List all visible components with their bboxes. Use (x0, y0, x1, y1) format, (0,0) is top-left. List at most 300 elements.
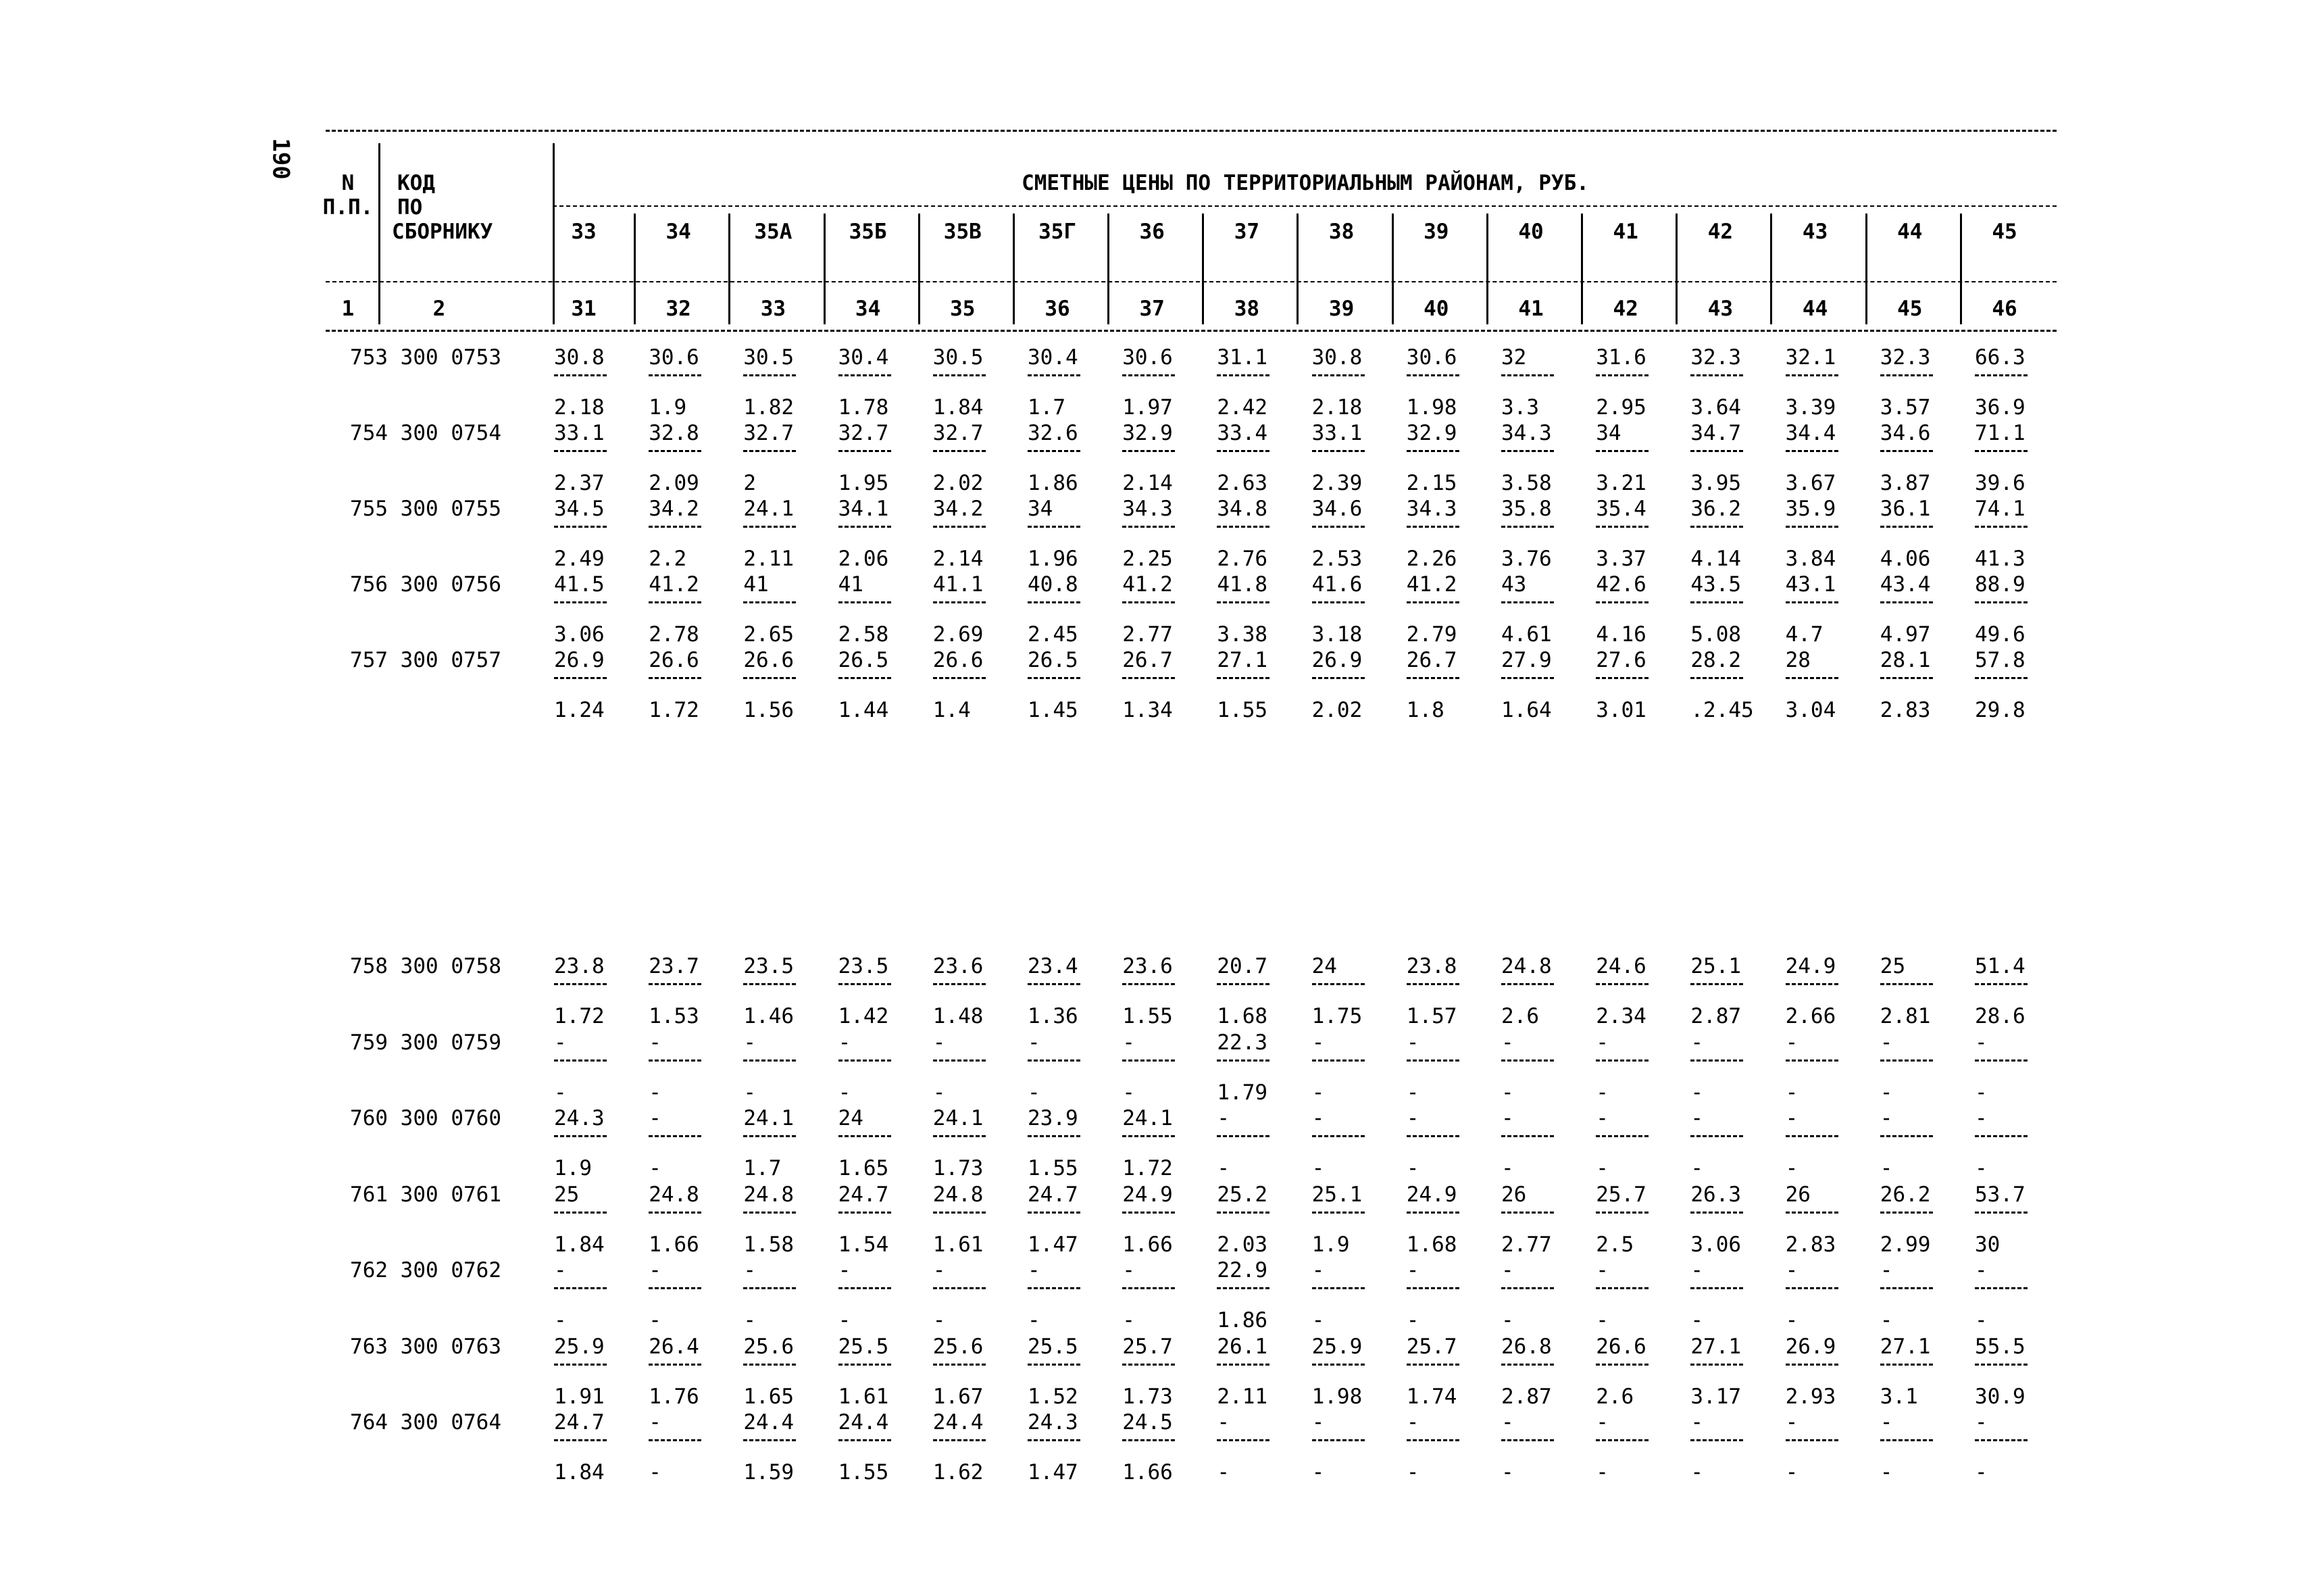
table-cell: 26.6 (932, 648, 984, 672)
table-cell: 3.84 (1785, 547, 1836, 571)
table-cell: 25 (554, 1182, 580, 1207)
table-cell: 26.9 (1785, 1334, 1836, 1359)
table-cell: 3.87 (1880, 471, 1931, 495)
fraction-bar (1312, 1364, 1365, 1366)
header-colnum: 34 (855, 297, 881, 321)
table-cell: 25.1 (1690, 954, 1742, 978)
table-cell: 1.55 (1217, 698, 1268, 722)
table-cell: - (1406, 1460, 1419, 1485)
table-cell: 4.14 (1690, 547, 1742, 571)
fraction-bar (554, 1364, 607, 1366)
table-cell: 20.7 (1217, 954, 1268, 978)
table-cell: 24 (838, 1106, 863, 1130)
table-cell: 2.77 (1501, 1232, 1552, 1257)
table-cell: 3.01 (1596, 698, 1646, 722)
table-cell: 41.1 (932, 572, 984, 597)
table-cell: 1.65 (838, 1156, 889, 1180)
fraction-bar (1596, 450, 1649, 452)
table-cell: 3.17 (1690, 1384, 1742, 1409)
fraction-bar (1217, 1287, 1269, 1289)
table-cell: 24.5 (1122, 1410, 1173, 1435)
fraction-bar (838, 1135, 891, 1137)
table-cell: - (1028, 1030, 1040, 1055)
fraction-bar (1217, 526, 1269, 528)
fraction-bar (838, 374, 891, 376)
table-cell: 2.78 (649, 622, 699, 647)
fraction-bar (1880, 1135, 1933, 1137)
table-cell: 1.67 (932, 1384, 984, 1409)
fraction-bar (1407, 1287, 1459, 1289)
table-cell: - (1975, 1460, 1988, 1485)
fraction-bar (743, 983, 796, 985)
table-cell: 26.6 (1596, 1334, 1646, 1359)
table-cell: 1.78 (838, 395, 889, 420)
fraction-bar (1690, 677, 1743, 679)
table-cell: 25.9 (1311, 1334, 1363, 1359)
header-colnum: 37 (1139, 297, 1165, 321)
table-cell: 26.3 (1690, 1182, 1742, 1207)
table-cell: 25 (1880, 954, 1906, 978)
fraction-bar (838, 450, 891, 452)
table-cell: 1.53 (649, 1004, 699, 1028)
table-cell: 1.66 (1122, 1232, 1173, 1257)
table-cell: 4.7 (1785, 622, 1823, 647)
table-cell: 51.4 (1975, 954, 2026, 978)
header-colnum: 40 (1424, 297, 1449, 321)
table-cell: 1.9 (1311, 1232, 1350, 1257)
table-cell: 3.76 (1501, 547, 1552, 571)
fraction-bar (933, 1059, 986, 1062)
fraction-bar (1975, 677, 2028, 679)
table-cell: 26.5 (838, 648, 889, 672)
fraction-bar (1217, 1135, 1269, 1137)
fraction-bar (1217, 1364, 1269, 1366)
fraction-bar (1407, 526, 1459, 528)
fraction-bar (933, 1439, 986, 1441)
fraction-bar (743, 450, 796, 452)
table-cell: 24.7 (1028, 1182, 1078, 1207)
fraction-bar (838, 1364, 891, 1366)
fraction-bar (1880, 1059, 1933, 1062)
table-cell: 23.6 (1122, 954, 1173, 978)
fraction-bar (1786, 1439, 1838, 1441)
table-cell: 23.5 (743, 954, 795, 978)
table-cell: 33.1 (1311, 421, 1363, 445)
fraction-bar (1217, 601, 1269, 603)
fraction-bar (1217, 450, 1269, 452)
table-cell: 3.37 (1596, 547, 1646, 571)
table-cell: 41.3 (1975, 547, 2026, 571)
table-cell: 1.72 (1122, 1156, 1173, 1180)
table-cell: - (1217, 1106, 1230, 1130)
table-cell: 26 (1501, 1182, 1527, 1207)
table-cell: - (1975, 1258, 1988, 1282)
header-mid-rule (326, 281, 2057, 282)
table-cell: - (1975, 1030, 1988, 1055)
fraction-bar (1407, 983, 1459, 985)
table-cell: 2.06 (838, 547, 889, 571)
table-cell: - (1596, 1106, 1609, 1130)
fraction-bar (933, 450, 986, 452)
fraction-bar (1690, 526, 1743, 528)
table-cell: 2.18 (554, 395, 605, 420)
table-cell: - (1217, 1410, 1230, 1435)
header-colnum: 46 (1992, 297, 2017, 321)
table-cell: 43.1 (1785, 572, 1836, 597)
table-cell: 25.7 (1406, 1334, 1457, 1359)
table-cell: 4.16 (1596, 622, 1646, 647)
table-cell: - (1690, 1080, 1704, 1105)
table-cell: 43.4 (1880, 572, 1931, 597)
table-cell: 39.6 (1975, 471, 2026, 495)
header-colnum: 38 (1234, 297, 1260, 321)
table-cell: - (1406, 1308, 1419, 1332)
header-separator (1013, 214, 1015, 324)
table-cell: - (1311, 1460, 1325, 1485)
table-cell: - (932, 1308, 946, 1332)
header-bottom-rule (326, 330, 2057, 332)
fraction-bar (1407, 1135, 1459, 1137)
fraction-bar (1690, 374, 1743, 376)
table-cell: 3.04 (1785, 698, 1836, 722)
table-cell: 27.1 (1690, 1334, 1742, 1359)
fraction-bar (1596, 1439, 1649, 1441)
table-cell: 34.7 (1690, 421, 1742, 445)
fraction-bar (1028, 1364, 1080, 1366)
fraction-bar (1028, 374, 1080, 376)
table-cell: 34.5 (554, 497, 605, 521)
table-cell: 2.65 (743, 622, 795, 647)
header-code-3: СБОРНИКУ (392, 220, 493, 244)
table-cell: - (1596, 1308, 1609, 1332)
fraction-bar (1501, 677, 1554, 679)
fraction-bar (743, 1439, 796, 1441)
header-region: 43 (1802, 220, 1828, 244)
table-cell: 24.6 (1596, 954, 1646, 978)
fraction-bar (554, 1135, 607, 1137)
table-cell: 2.2 (649, 547, 687, 571)
fraction-bar (1596, 1287, 1649, 1289)
fraction-bar (1028, 677, 1080, 679)
table-cell: 1.36 (1028, 1004, 1078, 1028)
table-cell: 1.46 (743, 1004, 795, 1028)
table-cell: 32.7 (932, 421, 984, 445)
fraction-bar (838, 1212, 891, 1214)
table-cell: 1.79 (1217, 1080, 1268, 1105)
table-cell: - (1690, 1258, 1704, 1282)
header-region: 42 (1707, 220, 1734, 244)
header-colnum: 41 (1518, 297, 1544, 321)
fraction-bar (1312, 1439, 1365, 1441)
table-cell: - (1028, 1258, 1040, 1282)
table-cell: 25.7 (1596, 1182, 1646, 1207)
table-cell: 25.5 (1028, 1334, 1078, 1359)
table-cell: 26.7 (1122, 648, 1173, 672)
table-cell: 24.4 (932, 1410, 984, 1435)
table-cell: - (649, 1460, 661, 1485)
table-cell: 1.55 (1028, 1156, 1078, 1180)
table-cell: 1.57 (1406, 1004, 1457, 1028)
table-cell: 1.59 (743, 1460, 795, 1485)
fraction-bar (1786, 1059, 1838, 1062)
table-cell: 2.26 (1406, 547, 1457, 571)
table-cell: 1.55 (1122, 1004, 1173, 1028)
table-cell: 1.9 (554, 1156, 592, 1180)
table-cell: 3.06 (554, 622, 605, 647)
table-cell: - (1501, 1156, 1514, 1180)
fraction-bar (1122, 1212, 1175, 1214)
table-cell: 36.1 (1880, 497, 1931, 521)
table-cell: 2.14 (1122, 471, 1173, 495)
table-cell: 3.95 (1690, 471, 1742, 495)
fraction-bar (554, 1287, 607, 1289)
table-cell: 24.3 (1028, 1410, 1078, 1435)
table-cell: 2.11 (743, 547, 795, 571)
fraction-bar (1028, 1287, 1080, 1289)
table-cell: 1.64 (1501, 698, 1552, 722)
table-cell: 1.75 (1311, 1004, 1363, 1028)
fraction-bar (1690, 983, 1743, 985)
table-cell: 41.8 (1217, 572, 1268, 597)
table-cell: 88.9 (1975, 572, 2026, 597)
fraction-bar (1312, 1287, 1365, 1289)
table-cell: 1.84 (554, 1460, 605, 1485)
table-cell: 34.2 (932, 497, 984, 521)
table-cell: 5.08 (1690, 622, 1742, 647)
table-cell: 53.7 (1975, 1182, 2026, 1207)
table-cell: 34.6 (1311, 497, 1363, 521)
fraction-bar (743, 1059, 796, 1062)
table-cell: 2.02 (1311, 698, 1363, 722)
fraction-bar (1217, 1212, 1269, 1214)
table-cell: - (1122, 1030, 1135, 1055)
fraction-bar (1786, 1212, 1838, 1214)
header-region: 45 (1992, 220, 2017, 244)
table-cell: 34.3 (1406, 497, 1457, 521)
table-cell: 30.6 (649, 345, 699, 370)
table-cell: - (1596, 1030, 1609, 1055)
page-number: 190 (267, 138, 295, 180)
table-cell: 25.7 (1122, 1334, 1173, 1359)
fraction-bar (554, 983, 607, 985)
fraction-bar (933, 1364, 986, 1366)
table-cell: - (743, 1030, 757, 1055)
table-cell: - (1406, 1106, 1419, 1130)
header-region: 44 (1897, 220, 1923, 244)
header-region: 36 (1139, 220, 1165, 244)
row-code: 764 300 0764 (350, 1410, 501, 1435)
table-cell: - (554, 1030, 567, 1055)
table-cell: 1.9 (649, 395, 687, 420)
table-cell: 2.02 (932, 471, 984, 495)
fraction-bar (1501, 601, 1554, 603)
table-cell: - (1501, 1410, 1514, 1435)
row-code: 759 300 0759 (350, 1030, 501, 1055)
table-cell: 2.25 (1122, 547, 1173, 571)
table-cell: - (743, 1308, 757, 1332)
fraction-bar (1596, 374, 1649, 376)
table-cell: 2.69 (932, 622, 984, 647)
header-colnum: 44 (1802, 297, 1828, 321)
fraction-bar (933, 677, 986, 679)
table-cell: - (1501, 1030, 1514, 1055)
table-cell: 24.7 (838, 1182, 889, 1207)
table-cell: - (1406, 1030, 1419, 1055)
fraction-bar (1312, 983, 1365, 985)
header-separator (1865, 214, 1867, 324)
fraction-bar (1690, 1439, 1743, 1441)
table-cell: 27.6 (1596, 648, 1646, 672)
fraction-bar (1122, 1287, 1175, 1289)
header-region: 40 (1518, 220, 1544, 244)
fraction-bar (1028, 983, 1080, 985)
header-separator (1202, 214, 1204, 324)
fraction-bar (1312, 1059, 1365, 1062)
fraction-bar (1975, 601, 2028, 603)
table-cell: 1.7 (1028, 395, 1065, 420)
table-cell: 42.6 (1596, 572, 1646, 597)
table-cell: - (1596, 1410, 1609, 1435)
table-cell: 1.58 (743, 1232, 795, 1257)
table-cell: 26.5 (1028, 648, 1078, 672)
table-cell: - (1501, 1460, 1514, 1485)
table-cell: 41.5 (554, 572, 605, 597)
table-cell: 1.34 (1122, 698, 1173, 722)
table-cell: 3.64 (1690, 395, 1742, 420)
table-cell: 24.9 (1785, 954, 1836, 978)
header-separator (378, 143, 380, 324)
header-title: СМЕТНЫЕ ЦЕНЫ ПО ТЕРРИТОРИАЛЬНЫМ РАЙОНАМ, РУБ. (1022, 171, 1589, 195)
table-cell: - (649, 1410, 661, 1435)
table-cell: 24.8 (743, 1182, 795, 1207)
table-cell: 71.1 (1975, 421, 2026, 445)
header-separator (824, 214, 826, 324)
table-cell: 2.42 (1217, 395, 1268, 420)
table-cell: 3.3 (1501, 395, 1539, 420)
fraction-bar (1786, 983, 1838, 985)
table-cell: 24.8 (1501, 954, 1552, 978)
table-cell: - (743, 1080, 757, 1105)
table-cell: - (554, 1080, 567, 1105)
table-cell: 34.4 (1785, 421, 1836, 445)
header-separator (1486, 214, 1488, 324)
table-cell: - (1122, 1258, 1135, 1282)
table-cell: - (1880, 1410, 1893, 1435)
table-cell: 2.93 (1785, 1384, 1836, 1409)
table-cell: 3.38 (1217, 622, 1268, 647)
header-separator (918, 214, 920, 324)
table-cell: 1.76 (649, 1384, 699, 1409)
header-colnum: 1 (341, 297, 355, 321)
fraction-bar (1122, 1364, 1175, 1366)
table-cell: 24.9 (1122, 1182, 1173, 1207)
table-cell: 1.96 (1028, 547, 1078, 571)
table-cell: 32.6 (1028, 421, 1078, 445)
fraction-bar (649, 983, 701, 985)
fraction-bar (933, 1212, 986, 1214)
header-separator (1960, 214, 1962, 324)
table-cell: 41.2 (1122, 572, 1173, 597)
fraction-bar (1122, 450, 1175, 452)
table-cell: 41 (743, 572, 769, 597)
fraction-bar (1028, 450, 1080, 452)
table-cell: 3.21 (1596, 471, 1646, 495)
table-cell: 32.3 (1690, 345, 1742, 370)
table-cell: 26.7 (1406, 648, 1457, 672)
fraction-bar (1690, 1135, 1743, 1137)
table-cell: - (1501, 1080, 1514, 1105)
fraction-bar (1975, 1287, 2028, 1289)
fraction-bar (1975, 1212, 2028, 1214)
fraction-bar (1501, 1212, 1554, 1214)
table-cell: - (1785, 1410, 1799, 1435)
table-cell: - (1217, 1460, 1230, 1485)
table-cell: 32.9 (1122, 421, 1173, 445)
fraction-bar (1028, 1135, 1080, 1137)
table-cell: 43 (1501, 572, 1527, 597)
table-cell: 2.79 (1406, 622, 1457, 647)
header-n: N (341, 171, 355, 195)
header-colnum: 43 (1707, 297, 1734, 321)
table-cell: 2.09 (649, 471, 699, 495)
table-cell: 2.11 (1217, 1384, 1268, 1409)
table-cell: 1.66 (1122, 1460, 1173, 1485)
table-cell: - (1406, 1080, 1419, 1105)
fraction-bar (743, 677, 796, 679)
table-cell: 41 (838, 572, 863, 597)
fraction-bar (1596, 1364, 1649, 1366)
table-cell: - (1785, 1258, 1799, 1282)
fraction-bar (649, 1135, 701, 1137)
table-cell: 1.84 (554, 1232, 605, 1257)
fraction-bar (1407, 677, 1459, 679)
table-cell: 23.8 (1406, 954, 1457, 978)
fraction-bar (933, 526, 986, 528)
fraction-bar (1975, 983, 2028, 985)
fraction-bar (1501, 526, 1554, 528)
fraction-bar (1407, 601, 1459, 603)
fraction-bar (1122, 526, 1175, 528)
table-cell: 31.6 (1596, 345, 1646, 370)
table-cell: 1.72 (554, 1004, 605, 1028)
table-cell: 26.6 (649, 648, 699, 672)
header-separator (728, 214, 730, 324)
table-cell: 2.37 (554, 471, 605, 495)
table-cell: - (1880, 1258, 1893, 1282)
fraction-bar (1880, 374, 1933, 376)
fraction-bar (1786, 1287, 1838, 1289)
table-cell: - (1975, 1106, 1988, 1130)
table-cell: 2.34 (1596, 1004, 1646, 1028)
fraction-bar (1407, 1439, 1459, 1441)
fraction-bar (1501, 450, 1554, 452)
header-colnum: 45 (1897, 297, 1923, 321)
fraction-bar (838, 983, 891, 985)
header-separator (1581, 214, 1583, 324)
header-separator (1676, 214, 1678, 324)
table-cell: 1.91 (554, 1384, 605, 1409)
table-cell: - (1028, 1308, 1040, 1332)
fraction-bar (933, 601, 986, 603)
fraction-bar (1312, 374, 1365, 376)
fraction-bar (1880, 677, 1933, 679)
table-cell: 27.1 (1217, 648, 1268, 672)
table-cell: 24.1 (1122, 1106, 1173, 1130)
table-cell: 22.3 (1217, 1030, 1268, 1055)
fraction-bar (1217, 983, 1269, 985)
table-cell: - (649, 1308, 661, 1332)
table-cell: 43.5 (1690, 572, 1742, 597)
